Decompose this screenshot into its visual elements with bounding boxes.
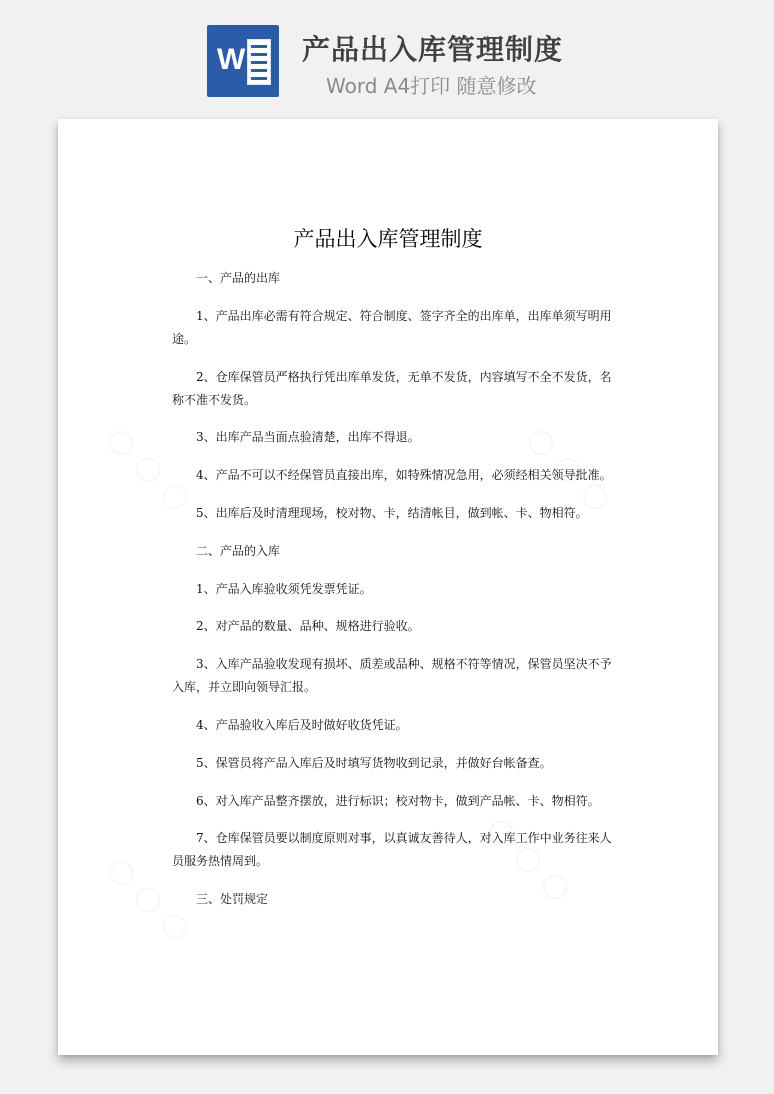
header-title: 产品出入库管理制度 (302, 33, 564, 66)
header-subtitle: Word A4打印 随意修改 (326, 74, 537, 98)
header-banner (0, 0, 774, 118)
word-document-icon (207, 25, 279, 97)
paragraph: 3、出库产品当面点验清楚，出库不得退。 (196, 430, 420, 445)
paragraph: 1、产品入库验收须凭发票凭证。 (196, 581, 372, 596)
document-body (172, 267, 612, 926)
document-title: 产品出入库管理制度 (293, 227, 483, 251)
paragraph: 2、仓库保管员严格执行凭出库单发货，无单不发货，内容填写不全不发货，名称不准不发货。 (172, 369, 612, 407)
section-heading: 一、产品的出库 (196, 271, 281, 285)
paragraph: 6、对入库产品整齐摆放，进行标识；校对物卡，做到产品帐、卡、物相符。 (196, 793, 600, 808)
document-page (58, 119, 718, 1055)
paragraph: 5、保管员将产品入库后及时填写货物收到记录，并做好台帐备查。 (196, 755, 552, 770)
paragraph: 2、对产品的数量、品种、规格进行验收。 (196, 619, 420, 634)
paragraph: 1、产品出库必需有符合规定、符合制度、签字齐全的出库单，出库单须写明用途。 (172, 308, 612, 346)
document-lines-icon (247, 39, 271, 85)
paragraph: 7、仓库保管员要以制度原则对事，以真诚友善待人，对入库工作中业务往来人员服务热情周到。 (172, 831, 612, 869)
logo-letter: W (217, 43, 246, 76)
paragraph: 4、产品验收入库后及时做好收货凭证。 (196, 717, 408, 732)
paragraph: 5、出库后及时清理现场，校对物、卡，结清帐目，做到帐、卡、物相符。 (196, 505, 588, 520)
paragraph: 3、入库产品验收发现有损坏、质差或品种、规格不符等情况，保管员坚决不予入库，并立即向领导汇报。 (172, 657, 612, 695)
paragraph: 4、产品不可以不经保管员直接出库，如特殊情况急用，必须经相关领导批准。 (196, 468, 612, 483)
section-heading: 三、处罚规定 (196, 892, 269, 907)
section-heading: 二、产品的入库 (196, 543, 281, 558)
